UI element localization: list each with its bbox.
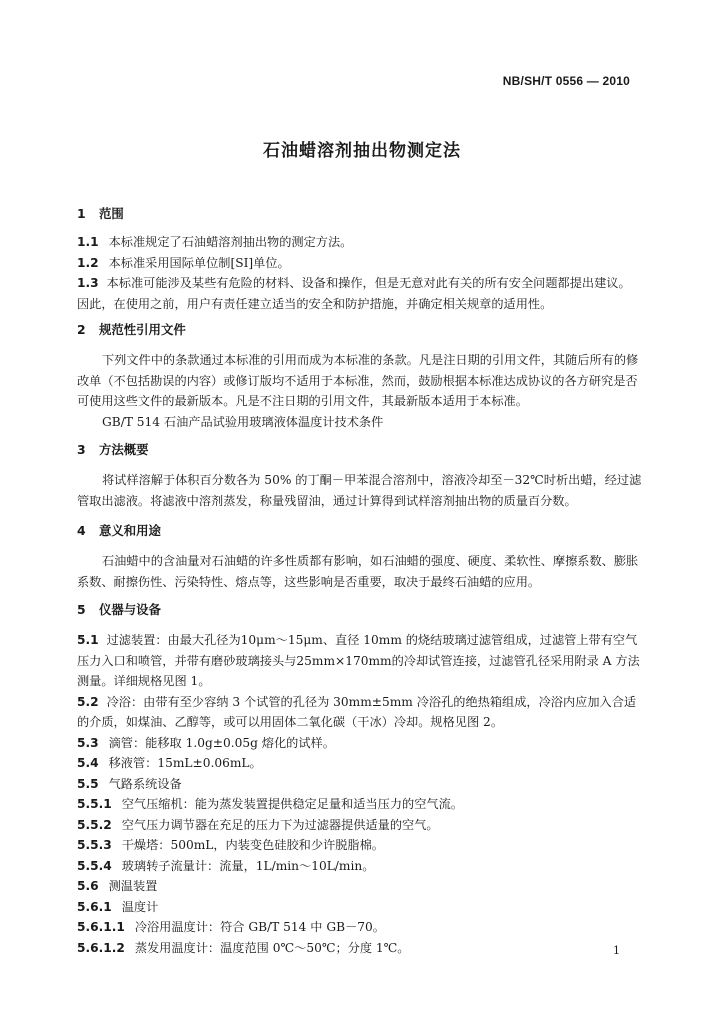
clause-number: 5.6 (77, 879, 99, 893)
clause-number: 5.5.4 (77, 858, 112, 873)
clause-number: 1.3 (77, 276, 99, 290)
clause-text: 过滤装置：由最大孔径为10μm～15μm、直径 10mm 的烧结玻璃过滤管组成，过滤管上带有空气压力入口和喷管，并带有磨砂玻璃接头与25mm×170mm的冷却试管连接，过滤管孔径采用附录 A 方法测量。详细规格见图 1。 (77, 633, 640, 688)
clause-text: 温度计 (121, 899, 159, 914)
clause-5-5-2 (77, 815, 642, 836)
clause-text: 空气压力调节器在充足的压力下为过滤器提供适量的空气。 (121, 817, 439, 832)
clause-text: 移液管：15mL±0.06mL。 (108, 756, 262, 770)
clause-text: 玻璃转子流量计：流量，1L/min～10L/min。 (121, 858, 375, 873)
clause-text: 干燥塔：500mL，内装变色硅胶和少许脱脂棉。 (121, 838, 384, 852)
normative-references-paragraph: 下列文件中的条款通过本标准的引用而成为本标准的条款。凡是注日期的引用文件，其随后所有的修改单（不包括勘误的内容）或修订版均不适用于本标准，然而，鼓励根据本标准达成协议的各方研究是否可使用这些文件的最新版本。凡是不注日期的引用文件，其最新版本适用于本标准。 (77, 353, 639, 408)
section-number: 2 (77, 322, 86, 337)
significance-paragraph: 石油蜡中的含油量对石油蜡的许多性质都有影响，如石油蜡的强度、硬度、柔软性、摩擦系数、膨胀系数、耐擦伤性、污染特性、熔点等，这些影响是否重要，取决于最终石油蜡的应用。 (77, 554, 639, 589)
section-title: 范围 (99, 206, 124, 221)
clause-number: 5.2 (77, 694, 99, 709)
section-title: 仪器与设备 (99, 602, 161, 617)
clause-5-5-4 (77, 856, 642, 877)
clause-text: 测温装置 (108, 879, 158, 893)
method-summary-paragraph: 将试样溶解于体积百分数各为 50% 的丁酮－甲苯混合溶剂中，溶液冷却至－32℃时析出蜡，经过滤管取出滤液。将滤液中溶剂蒸发，称量残留油，通过计算得到试样溶剂抽出物的质量百分数。 (77, 473, 642, 508)
clause-5-5 (77, 774, 642, 795)
clause-text: 本标准规定了石油蜡溶剂抽出物的测定方法。 (108, 235, 353, 249)
section-title: 规范性引用文件 (99, 322, 186, 337)
page-number: 1 (613, 944, 620, 957)
clause-number: 5.6.1.2 (77, 940, 125, 955)
clause-text: 冷浴：由带有至少容纳 3 个试管的孔径为 30mm±5mm 冷浴孔的绝热箱组成，冷浴内应加入合适的介质，如煤油、乙醇等，或可以用固体二氧化碳（干冰）冷却。规格见图 2。 (77, 694, 637, 729)
clause-5-6 (77, 876, 642, 897)
clause-number: 5.5.1 (77, 797, 112, 811)
clause-1-2 (77, 253, 642, 274)
section-number: 3 (77, 442, 86, 457)
clause-text: 滴管：能移取 1.0g±0.05g 熔化的试样。 (108, 735, 335, 750)
clause-number: 5.5.3 (77, 838, 112, 852)
section-heading-3 (77, 440, 642, 460)
section-title: 意义和用途 (99, 523, 161, 538)
clause-text: 气路系统设备 (108, 776, 182, 791)
clause-5-2 (77, 692, 642, 733)
reference-gb-t-514: GB/T 514 石油产品试验用玻璃液体温度计技术条件 (102, 414, 384, 429)
clause-5-5-3 (77, 835, 642, 856)
section-number: 1 (77, 206, 86, 221)
clause-5-4 (77, 753, 642, 774)
section-number: 5 (77, 602, 86, 617)
clause-5-3 (77, 733, 642, 754)
section-title: 方法概要 (99, 442, 149, 457)
clause-5-1 (77, 630, 642, 692)
clause-1-3 (77, 273, 642, 314)
section-heading-5 (77, 600, 642, 620)
clause-5-5-1 (77, 794, 642, 815)
standard-code: NB/SH/T 0556 — 2010 (502, 74, 630, 88)
section-heading-1 (77, 204, 642, 224)
clause-number: 5.6.1.1 (77, 920, 125, 934)
clause-5-6-1-2 (77, 938, 642, 959)
clause-number: 5.6.1 (77, 899, 112, 914)
clause-number: 5.5 (77, 776, 99, 791)
clause-number: 1.2 (77, 255, 99, 270)
clause-text: 本标准可能涉及某些有危险的材料、设备和操作，但是无意对此有关的所有安全问题都提出建议。因此，在使用之前，用户有责任建立适当的安全和防护措施，并确定相关规章的适用性。 (77, 276, 631, 311)
section-number: 4 (77, 523, 86, 538)
clause-5-6-1 (77, 897, 642, 918)
clause-text: 本标准采用国际单位制[SI]单位。 (108, 255, 290, 270)
clause-text: 空气压缩机：能为蒸发装置提供稳定足量和适当压力的空气流。 (121, 797, 463, 811)
clause-text: 冷浴用温度计：符合 GB/T 514 中 GB－70。 (134, 920, 385, 934)
clause-number: 5.5.2 (77, 817, 112, 832)
clause-1-1 (77, 232, 642, 253)
section-heading-4 (77, 521, 642, 541)
clause-5-6-1-1 (77, 917, 642, 938)
clause-number: 5.1 (77, 633, 99, 647)
document-body (77, 204, 642, 958)
section-heading-2 (77, 320, 642, 340)
clause-number: 5.3 (77, 735, 99, 750)
document-title: 石油蜡溶剂抽出物测定法 (263, 141, 461, 161)
clause-number: 1.1 (77, 235, 99, 249)
clause-number: 5.4 (77, 756, 99, 770)
clause-text: 蒸发用温度计：温度范围 0℃～50℃；分度 1℃。 (134, 940, 410, 955)
